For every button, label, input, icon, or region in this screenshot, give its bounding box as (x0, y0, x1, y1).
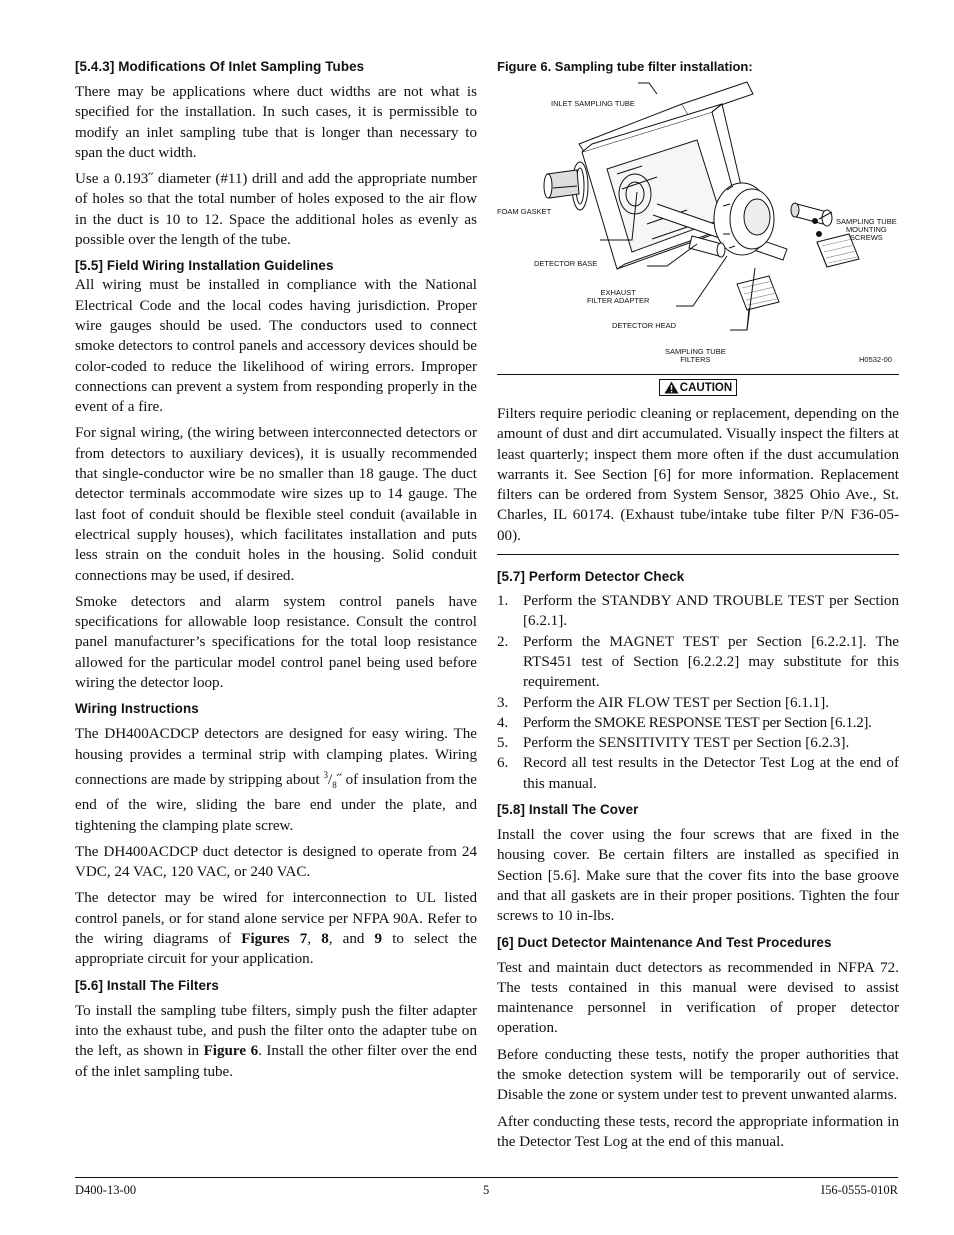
text-run: ˝ of insulation from the end of the wire, sliding the bare end under the plate, and tightening the clamping plate screw. (75, 771, 477, 834)
list-item (497, 753, 899, 794)
section-heading-6: [6] Duct Detector Maintenance And Test Procedures (497, 934, 832, 950)
text-run: The DH400ACDCP detectors are designed for easy wiring. The housing provides a terminal strip with clamping plates. Wiring connections are made by stripping about (75, 726, 477, 788)
text-run: to select the appropriate circuit for your application. (75, 931, 478, 968)
label-sampling-tube-mounting-screws (836, 218, 897, 242)
label-text: SAMPLING TUBE MOUNTING SCREWS (836, 217, 897, 242)
divider (497, 374, 899, 375)
list-text: Perform the AIR FLOW TEST per Section [6.1.1]. (523, 694, 830, 711)
text-run: The detector may be wired for interconnection to UL listed control panels, or for stand alone service per NFPA 90A. Refer to the wiring diagrams of (75, 890, 477, 948)
paragraph: Use a 0.193˝ diameter (#11) drill and add the appropriate number of holes so that the total number of holes exposed to the air flow in the duct is 10 to 12. Space the additional holes as evenly as possible over the length of the tube. (75, 171, 477, 249)
list-text: Perform the MAGNET TEST per Section [6.2.2.1]. The RTS451 test of Section [6.2.2.2] may substitute for this requirement. (523, 633, 899, 691)
list-number: 6. (497, 755, 509, 772)
label-foam-gasket: FOAM GASKET (497, 207, 552, 216)
text-run: To install the sampling tube filters, simply push the filter adapter into the exhaust tube, and push the filter onto the adapter tube on the left, as shown in (75, 1002, 477, 1060)
paragraph: All wiring must be installed in compliance with the National Electrical Code and the local codes having jurisdiction. Proper wire gauges should be used. The conductors used to connect smoke detectors to control panels and accessory devices should be color-coded to reduce the likelihood of wiring errors. Improper connections can prevent a system from responding properly in the event of a fire. (75, 277, 477, 416)
label-exhaust-filter-adapter (587, 289, 649, 305)
section-heading-5-7: [5.7] Perform Detector Check (497, 569, 685, 585)
list-item (497, 591, 899, 632)
divider (497, 554, 899, 555)
paragraph (75, 1001, 477, 1082)
paragraph (75, 888, 477, 969)
figure-title: Figure 6. Sampling tube filter installation: (497, 59, 753, 74)
caution-banner (497, 379, 899, 399)
warning-triangle-icon (664, 381, 679, 394)
drawing-code: H0532-00 (859, 355, 892, 364)
list-number: 3. (497, 694, 509, 711)
text-run: , and (328, 931, 375, 948)
list-number: 4. (497, 714, 509, 731)
list-number: 1. (497, 593, 509, 610)
paragraph: The DH400ACDCP detectors are designed for easy wiring. The housing provides a terminal strip with clamping plates. Wiring connections are made by stripping about $^3/_8˝$ of insulation from the end of the wire, sliding the bare end under the plate, and tightening the clamping plate screw. (75, 726, 477, 834)
figure-reference: 9 (374, 931, 383, 948)
page-footer (75, 1177, 898, 1197)
text-run: . Install the other filter over the end of the inlet sampling tube. (75, 1043, 477, 1080)
caution-text: Filters require periodic cleaning or replacement, depending on the amount of dust and dirt accumulated. Visually inspect the filters at least quarterly; inspect them more often if the dust accumulation warrants it. See Section [6] for more information. Replacement filters can be ordered from System Sensor, 3825 Ohio Ave., St. Charles, IL 60174. (Exhaust tube/intake tube filter P/N F36-05-00). (497, 406, 899, 544)
list-item (497, 713, 899, 733)
paragraph: Test and maintain duct detectors as recommended in NFPA 72. The tests contained in this manual were devised to assist maintenance personnel in verification of proper detector operation. (497, 959, 899, 1037)
list-text: Perform the SENSITIVITY TEST per Section [6.2.3]. (523, 735, 850, 752)
label-inlet-sampling-tube: INLET SAMPLING TUBE (551, 99, 635, 108)
figure-reference: Figures 7 (241, 931, 308, 948)
list-text: Perform the STANDBY AND TROUBLE TEST per Section [6.2.1]. (523, 593, 899, 630)
list-item (497, 693, 899, 713)
label-detector-head: DETECTOR HEAD (612, 321, 677, 330)
label-detector-base: DETECTOR BASE (534, 259, 598, 268)
paragraph: Smoke detectors and alarm system control panels have specifications for allowable loop resistance. Consult the control panel manufacturer’s specifications for the total loop resistance allowed for the particular model control panel being used before wiring the detector loop. (75, 593, 477, 692)
text-run: , (307, 931, 322, 948)
figure-reference: Figure 6 (203, 1043, 259, 1060)
section-heading-5-8: [5.8] Install The Cover (497, 802, 639, 818)
fraction-numerator: 3 (323, 769, 329, 780)
footer-part-number: I56-0555-010R (820, 1183, 898, 1197)
paragraph: There may be applications where duct widths are not what is specified for the installation. In such cases, it is permissible to modify an inlet sampling tube that is longer than necessary to span the duct width. (75, 84, 477, 161)
figure-sampling-tube-filter (497, 74, 899, 374)
list-number: 5. (497, 735, 509, 752)
list-number: 2. (497, 633, 509, 650)
section-heading-5-6: [5.6] Install The Filters (75, 977, 219, 993)
figure-reference: 8 (321, 931, 329, 948)
label-text: EXHAUST FILTER ADAPTER (587, 288, 650, 305)
page-number: 5 (483, 1183, 490, 1197)
caution-box (659, 379, 737, 396)
paragraph: For signal wiring, (the wiring between interconnected detectors or from detectors to auxiliary devices), it is usually recommended that single-conductor wire be no smaller than 18 gauge. The duct detector terminals accommodate wire sizes up to 14 gauge. The last foot of conduit should be flexible steel conduit (available in electrical supply houses), which facilitates installation and puts less strain on the conduit holes in the housing. Solid conduit connections may be used, if desired. (75, 425, 477, 584)
paragraph: Install the cover using the four screws that are fixed in the housing cover. Be certain filters are installed as specified in Section [5.6]. Make sure that the cover fits into the base groove and that all gaskets are in their proper positions. Tighten the four screws to 10 in-lbs. (497, 827, 899, 925)
section-heading-5-5: [5.5] Field Wiring Installation Guidelines (75, 258, 334, 274)
subheading-wiring-instructions: Wiring Instructions (75, 701, 199, 717)
detector-check-list (497, 591, 899, 794)
right-column (497, 54, 899, 1158)
list-text: Perform the SMOKE RESPONSE TEST per Section [6.1.2]. (523, 714, 872, 731)
list-item (497, 632, 899, 693)
paragraph: Before conducting these tests, notify the proper authorities that the smoke detection system will be temporarily out of service. Disable the zone or system under test to prevent unwanted alarms. (497, 1046, 899, 1104)
label-text: SAMPLING TUBE FILTERS (665, 347, 726, 364)
paragraph: The DH400ACDCP duct detector is designed to operate from 24 VDC, 24 VAC, 120 VAC, or 240 VAC. (75, 843, 477, 881)
label-sampling-tube-filters (665, 348, 726, 364)
paragraph: After conducting these tests, record the appropriate information in the Detector Test Log at the end of this manual. (497, 1113, 899, 1150)
list-text: Record all test results in the Detector Test Log at the end of this manual. (523, 755, 899, 792)
left-column (75, 54, 477, 1088)
caution-label: CAUTION (679, 381, 733, 394)
list-item (497, 733, 899, 753)
fraction-denominator: 8 (332, 779, 337, 790)
section-heading-5-4-3: [5.4.3] Modifications Of Inlet Sampling Tubes (75, 59, 365, 74)
footer-doc-code: D400-13-00 (75, 1183, 137, 1197)
